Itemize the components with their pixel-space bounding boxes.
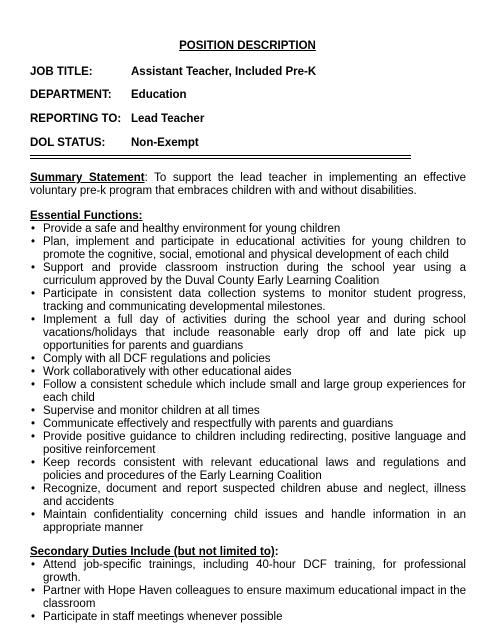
bullet-icon: •: [31, 353, 36, 365]
secondary-duties-label: Secondary Duties Include (but not limited to): [30, 546, 275, 558]
list-item: • Support and provide classroom instruction during the school year using a curriculum approved by the Duval County Early Learning Coalition: [31, 262, 466, 287]
bullet-icon: •: [31, 366, 36, 378]
dol-status-label: DOL STATUS:: [30, 137, 106, 149]
list-item: • Provide positive guidance to children including redirecting, positive language and positive reinforcement: [31, 431, 466, 456]
bullet-icon: •: [31, 457, 36, 469]
job-title-label: JOB TITLE:: [30, 66, 93, 78]
bullet-icon: •: [31, 418, 36, 430]
document-title: POSITION DESCRIPTION: [179, 40, 316, 52]
secondary-duties-heading: [30, 546, 466, 559]
bullet-icon: •: [31, 262, 36, 274]
list-item: • Participate in staff meetings whenever possible: [31, 611, 283, 623]
summary-statement: [30, 172, 466, 198]
list-item: • Provide a safe and healthy environment for young children: [31, 223, 341, 235]
essential-functions-heading: [30, 210, 466, 223]
department-label: DEPARTMENT:: [30, 89, 112, 101]
list-item: • Recognize, document and report suspected children abuse and neglect, illness and accidents: [31, 483, 466, 508]
list-item: • Follow a consistent schedule which include small and large group experiences for each child: [31, 379, 466, 404]
list-item: • Partner with Hope Haven colleagues to ensure maximum educational impact in the classroom: [31, 585, 466, 610]
divider-rule-top: [30, 155, 411, 156]
list-item: • Attend job-specific trainings, including 40-hour DCF training, for professional growth.: [31, 559, 466, 584]
list-item: • Plan, implement and participate in educational activities for young children to promote the cognitive, social, emotional and physical development of each child: [31, 236, 466, 261]
summary-text: : To support the lead teacher in implementing an effective voluntary pre-k program that embraces children with and without disabilities.: [30, 172, 466, 197]
list-item: • Comply with all DCF regulations and policies: [31, 353, 271, 365]
list-item: • Communicate effectively and respectfully with parents and guardians: [31, 418, 394, 430]
secondary-duties-list: [30, 559, 466, 624]
list-item: • Implement a full day of activities during the school year and during school vacations/holidays that include reasonable early drop off and late pick up opportunities for parents and guardians: [31, 314, 466, 352]
bullet-icon: •: [31, 223, 36, 235]
bullet-icon: •: [31, 405, 36, 417]
divider-rule-bottom: [30, 158, 411, 159]
list-item: • Work collaboratively with other educational aides: [31, 366, 292, 378]
bullet-icon: •: [31, 611, 36, 623]
bullet-icon: •: [31, 559, 36, 571]
bullet-icon: •: [31, 379, 36, 391]
job-title-value: Assistant Teacher, Included Pre-K: [131, 66, 317, 78]
department-value: Education: [131, 89, 187, 101]
essential-functions-list: [30, 223, 466, 535]
list-item: • Keep records consistent with relevant educational laws and regulations and policies and procedures of the Early Learning Coalition: [31, 457, 466, 482]
bullet-icon: •: [31, 585, 36, 597]
bullet-icon: •: [31, 509, 36, 521]
dol-status-value: Non-Exempt: [131, 137, 199, 149]
list-item: • Participate in consistent data collection systems to monitor student progress, tracking and communicating developmental milestones.: [31, 288, 466, 313]
list-item: • Maintain confidentiality concerning child issues and handle information in an appropriate manner: [31, 509, 466, 534]
bullet-icon: •: [31, 236, 36, 248]
essential-functions-label: Essential Functions:: [30, 210, 143, 222]
bullet-icon: •: [31, 431, 36, 443]
summary-label: Summary Statement: [30, 172, 145, 184]
bullet-icon: •: [31, 314, 36, 326]
bullet-icon: •: [31, 288, 36, 300]
secondary-duties-colon: :: [274, 546, 279, 558]
reporting-to-value: Lead Teacher: [131, 113, 205, 125]
reporting-to-label: REPORTING TO:: [30, 113, 122, 125]
list-item: • Supervise and monitor children at all times: [31, 405, 260, 417]
bullet-icon: •: [31, 483, 36, 495]
